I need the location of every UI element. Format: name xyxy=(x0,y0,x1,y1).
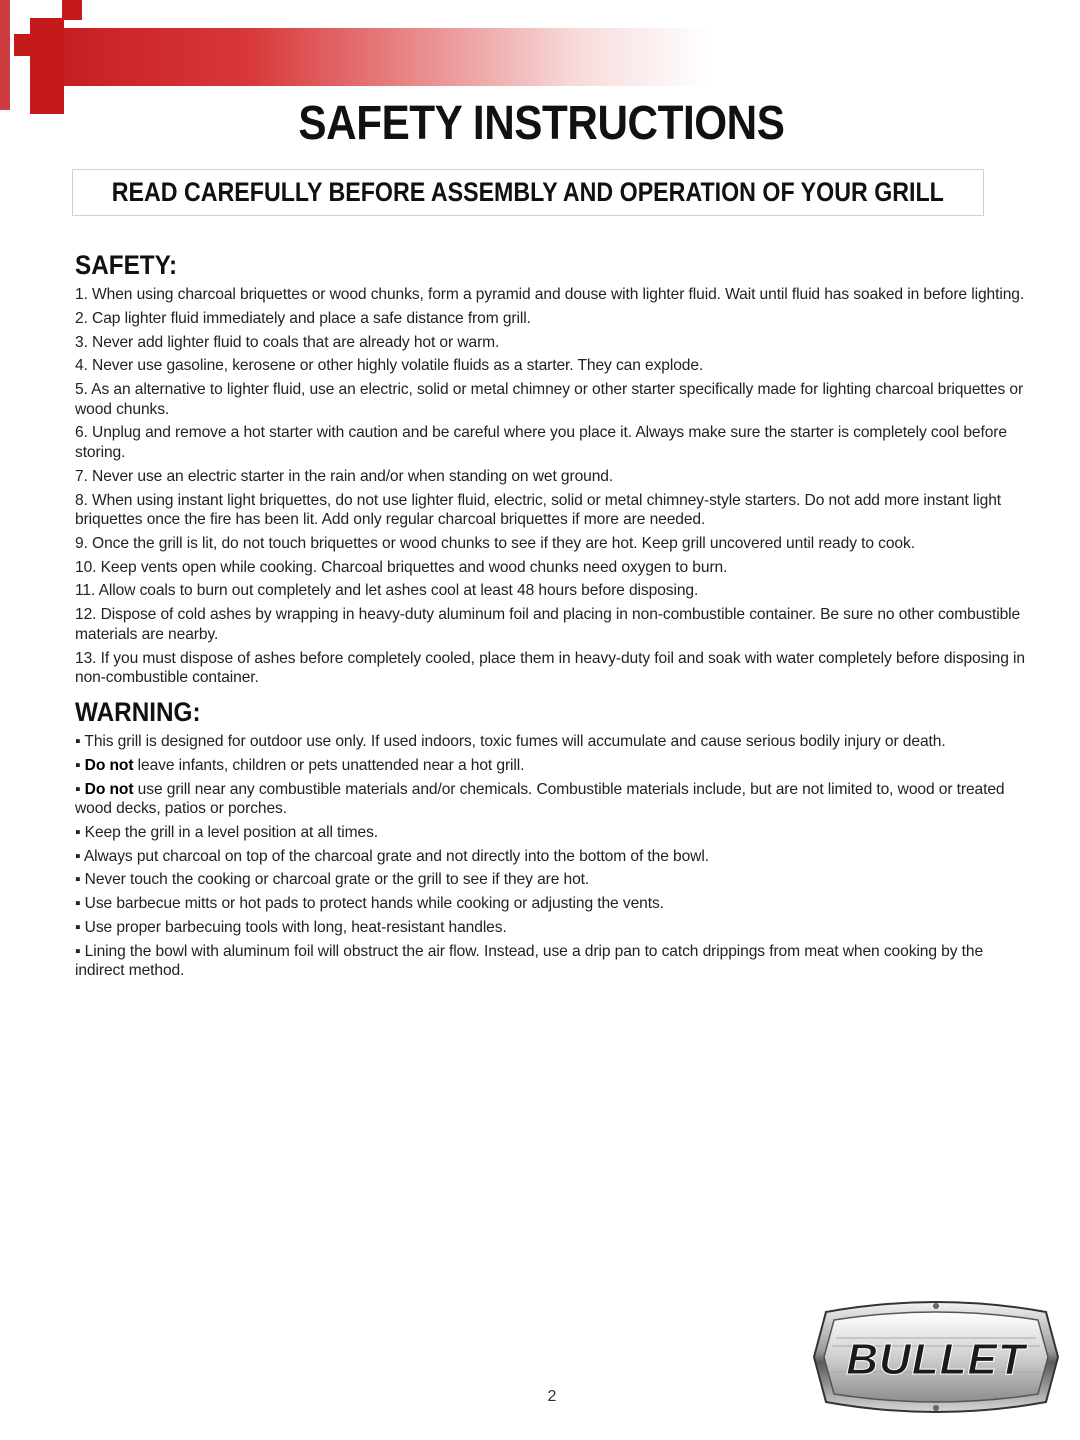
safety-section xyxy=(75,250,1035,692)
warning-item-text: Use proper barbecuing tools with long, heat-resistant handles. xyxy=(84,919,507,937)
subtitle-box xyxy=(72,169,984,216)
safety-item: 7. Never use an electric starter in the rain and/or when standing on wet ground. xyxy=(75,467,614,485)
header-square xyxy=(0,0,10,110)
safety-item: 13. If you must dispose of ashes before completely cooled, place them in heavy-duty foil and soak with water completely before disposing in non-combustible container. xyxy=(75,649,1025,687)
safety-item: 12. Dispose of cold ashes by wrapping in heavy-duty aluminum foil and placing in non-combustible container. Be sure no other combustible materials are nearby. xyxy=(75,606,1021,643)
bullet-icon: ▪ xyxy=(75,919,81,937)
warning-item-text: Lining the bowl with aluminum foil will obstruct the air flow. Instead, use a drip pan to catch drippings from meat when cooking by the indirect method. xyxy=(75,942,984,980)
bullet-icon: ▪ xyxy=(75,942,81,960)
warning-item-text: use grill near any combustible materials and/or chemicals. Combustible materials include, but are not limited to, wood or treated wood decks, patios or porches. xyxy=(75,780,1005,818)
bullet-icon: ▪ xyxy=(75,780,81,798)
bullet-icon: ▪ xyxy=(75,823,81,841)
warning-list xyxy=(75,732,1035,981)
bullet-icon: ▪ xyxy=(75,895,81,913)
safety-item: 10. Keep vents open while cooking. Charcoal briquettes and wood chunks need oxygen to burn. xyxy=(75,558,728,576)
bullet-icon: ▪ xyxy=(75,871,81,889)
page-title: SAFETY INSTRUCTIONS xyxy=(298,97,785,150)
safety-item: 9. Once the grill is lit, do not touch briquettes or wood chunks to see if they are hot. Keep grill uncovered until ready to cook. xyxy=(75,534,915,552)
warning-item xyxy=(75,918,1035,938)
bullet-logo-badge xyxy=(812,1298,1060,1416)
safety-list xyxy=(75,285,1035,688)
bullet-logo xyxy=(812,1298,1060,1416)
warning-item xyxy=(75,942,1035,981)
warning-item-text: Always put charcoal on top of the charcoal grate and not directly into the bottom of the bowl. xyxy=(83,847,709,865)
warning-item xyxy=(75,756,1035,776)
warning-item xyxy=(75,823,1035,843)
header-square xyxy=(62,0,82,20)
safety-item: 2. Cap lighter fluid immediately and place a safe distance from grill. xyxy=(75,309,531,327)
bullet-icon: ▪ xyxy=(75,847,81,865)
safety-item: 3. Never add lighter fluid to coals that are already hot or warm. xyxy=(75,333,500,351)
warning-item-text: Never touch the cooking or charcoal grate or the grill to see if they are hot. xyxy=(84,871,590,889)
safety-item: 1. When using charcoal briquettes or wood chunks, form a pyramid and douse with lighter fluid. Wait until fluid has soaked in before lighting. xyxy=(75,286,1025,303)
warning-item xyxy=(75,894,1035,914)
bullet-icon: ▪ xyxy=(75,756,81,774)
bullet-icon: ▪ xyxy=(75,733,81,750)
warning-item xyxy=(75,780,1035,819)
safety-item: 4. Never use gasoline, kerosene or other highly volatile fluids as a starter. They can explode. xyxy=(75,357,704,375)
subtitle: READ CAREFULLY BEFORE ASSEMBLY AND OPERATION OF YOUR GRILL xyxy=(111,177,945,207)
safety-item: 8. When using instant light briquettes, do not use lighter fluid, electric, solid or metal chimney-style starters. Do not add more instant light briquettes once the fire has been lit. Add only regular charcoal briquettes if more are needed. xyxy=(75,491,1002,529)
warning-item-emphasis: Do not xyxy=(84,756,134,774)
warning-item xyxy=(75,870,1035,890)
header-gradient-bar xyxy=(30,28,1030,86)
safety-item: 5. As an alternative to lighter fluid, use an electric, solid or metal chimney or other starter specifically made for lighting charcoal briquettes or wood chunks. xyxy=(75,381,1024,418)
safety-heading: SAFETY: xyxy=(75,250,178,280)
warning-item-text: leave infants, children or pets unattended near a hot grill. xyxy=(133,756,525,774)
logo-text: BULLET xyxy=(846,1335,1026,1384)
safety-item: 11. Allow coals to burn out completely and let ashes cool at least 48 hours before disposing. xyxy=(75,582,699,600)
warning-section xyxy=(75,697,1035,985)
warning-item xyxy=(75,847,1035,867)
warning-item-text: Use barbecue mitts or hot pads to protect hands while cooking or adjusting the vents. xyxy=(84,895,664,913)
warning-item xyxy=(75,732,1035,752)
warning-item-text: Keep the grill in a level position at all times. xyxy=(84,823,379,841)
header-square xyxy=(30,18,64,114)
warning-item-emphasis: Do not xyxy=(84,780,134,798)
warning-item-text: This grill is designed for outdoor use only. If used indoors, toxic fumes will accumulate and cause serious bodily injury or death. xyxy=(84,733,946,750)
warning-heading: WARNING: xyxy=(75,697,201,727)
page-number: 2 xyxy=(547,1388,557,1405)
safety-item: 6. Unplug and remove a hot starter with caution and be careful where you place it. Always make sure the starter is completely cool before storing. xyxy=(75,424,1007,461)
